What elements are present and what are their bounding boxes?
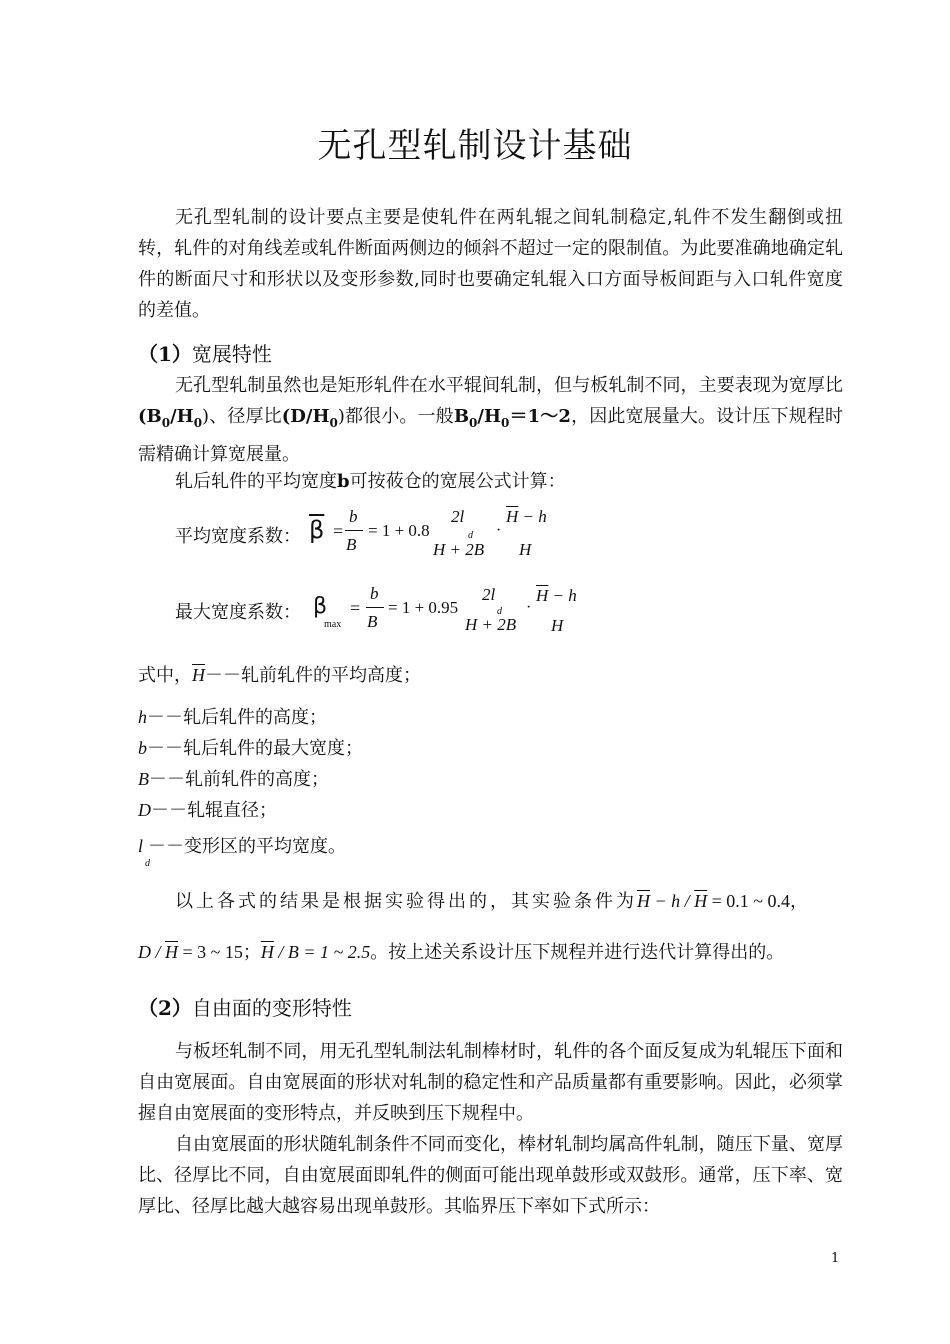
page-number: 1 bbox=[831, 1251, 840, 1266]
formula-1-num-hh: $\overline{H} - h$ bbox=[506, 507, 547, 526]
formula-2-rhs: = 1 + 0.95 bbox=[388, 598, 459, 617]
formula-1-den-H: H bbox=[519, 540, 532, 559]
bold-run: $B_0/H_0=1\sim 2$ bbox=[453, 406, 571, 430]
formula-1-beta: $\overline{\beta}$ bbox=[309, 516, 325, 544]
section-1-number: （1） bbox=[138, 342, 192, 366]
formula-1-eq: = bbox=[333, 521, 344, 541]
formula-2-num-hh: $\overline{H} - h$ bbox=[536, 586, 577, 605]
formula-2-num-2ld: 2l bbox=[482, 585, 496, 604]
formula-1-num-2ld: 2l bbox=[451, 507, 465, 526]
section-2-paragraph-2: 自由宽展面的形状随轧制条件不同而变化，棒材轧制均属高件轧制，随压下量、宽厚比、径厚比不同，自由宽展面即轧件的侧面可能出现单鼓形或双鼓形。通常，压下率、宽厚比、径厚比越大越容易出现单鼓形。其临界压下率如下式所示： bbox=[138, 1134, 843, 1217]
text-run: )、径厚比 bbox=[202, 406, 282, 427]
text-run: )都很小。一般 bbox=[337, 406, 454, 427]
formula-1-den: H + 2B bbox=[433, 540, 485, 559]
symbol-H: $\overline{H}$ bbox=[192, 665, 205, 685]
definition-D: D－－轧辊直径； bbox=[138, 800, 277, 821]
text-run: 无孔型轧制虽然也是矩形轧件在水平辊间轧制，但与板轧制不同，主要表现为宽厚比 bbox=[175, 375, 843, 396]
intro-paragraph: 无孔型轧制的设计要点主要是使轧件在两轧辊之间轧制稳定,轧件不发生翻倒或扭转，轧件的对角线差或轧件断面两侧边的倾斜不超过一定的限制值。为此要准确地确定轧件的断面尺寸和形状以及变形参数,同时也要确定轧辊入口方面导板间距与入口轧件宽度的差值。 bbox=[138, 207, 843, 321]
bold-run: ($D/H_0$ bbox=[281, 406, 338, 430]
section-1-paragraph-1 bbox=[138, 370, 843, 470]
bold-run: ($B_0/H_0$ bbox=[138, 406, 203, 430]
definition-h: h－－轧后轧件的高度； bbox=[138, 707, 327, 728]
fraction-line bbox=[366, 607, 384, 608]
fraction-line bbox=[345, 530, 363, 531]
section-2-number: （2） bbox=[138, 996, 192, 1020]
formula-1-sub-d: d bbox=[468, 530, 473, 541]
formula-2-den: H + 2B bbox=[465, 615, 517, 634]
condition-1: $\overline{H} - h / \overline{H} = 0.1$ ~ 0.4 bbox=[637, 891, 791, 911]
section-2-heading bbox=[138, 992, 352, 1021]
formula-2-den-B: B bbox=[367, 612, 378, 631]
formula-1-num-b: b bbox=[349, 507, 358, 526]
section-1-title: 宽展特性 bbox=[191, 342, 272, 366]
formula-2-label: 最大宽度系数： bbox=[175, 602, 301, 623]
formula-1-label: 平均宽度系数： bbox=[175, 526, 301, 547]
section-2-title: 自由面的变形特性 bbox=[191, 996, 352, 1020]
formula-1-dot: · bbox=[496, 522, 502, 539]
text-run: ，因此宽展量大。设计压下规程时需精确计算宽展量。 bbox=[138, 406, 843, 465]
formula-2-eq: = bbox=[350, 598, 361, 618]
section-1-heading bbox=[138, 338, 272, 367]
definition-ld: $l_d--$变形区的平均宽度。 bbox=[138, 836, 347, 869]
formula-2-num-b: b bbox=[370, 584, 379, 603]
definition-b: b－－轧后轧件的最大宽度； bbox=[138, 738, 363, 759]
section-1-paragraph-2: 轧后轧件的平均宽度b可按莜仓的宽展公式计算： bbox=[175, 471, 566, 492]
section-2-paragraph-1: 与板坯轧制不同，用无孔型轧制法轧制棒材时，轧件的各个面反复成为轧辊压下面和自由宽展面。自由宽展面的形状对轧制的稳定性和产品质量都有重要影响。因此，必须掌握自由宽展面的变形特点，并反映到压下规程中。 bbox=[138, 1041, 843, 1124]
conditions-line-2: $D / \overline{H} = 3$ ~ 15；$\overline{H} / B = 1$ ~ 2.5。按上述关系设计压下规程并进行迭代计算得出的。 bbox=[138, 942, 785, 963]
formula-2-sub-max: max bbox=[324, 619, 342, 630]
where-line: 式中，$\overline{H}--$轧前轧件的平均高度； bbox=[138, 665, 421, 686]
definition-B: B－－轧前轧件的高度； bbox=[138, 769, 329, 790]
formula-2-beta: β bbox=[313, 594, 328, 619]
formula-2-dot: · bbox=[526, 599, 532, 616]
formula-1-rhs: = 1 + 0.8 bbox=[368, 521, 430, 540]
formula-2-sub-d: d bbox=[497, 606, 502, 617]
formula-2-den-H: H bbox=[551, 616, 564, 635]
conditions-line-1: 以上各式的结果是根据实验得出的，其实验条件为$\overline{H} - h / \overline{H} = 0.1$ ~ 0.4， bbox=[175, 891, 812, 912]
condition-2: $D / \overline{H} = 3$ ~ 15 bbox=[138, 942, 243, 962]
formula-1-den-B: B bbox=[346, 535, 357, 554]
condition-3: $\overline{H} / B = 1$ ~ 2.5 bbox=[260, 942, 371, 962]
page-title: 无孔型轧制设计基础 bbox=[317, 126, 633, 166]
